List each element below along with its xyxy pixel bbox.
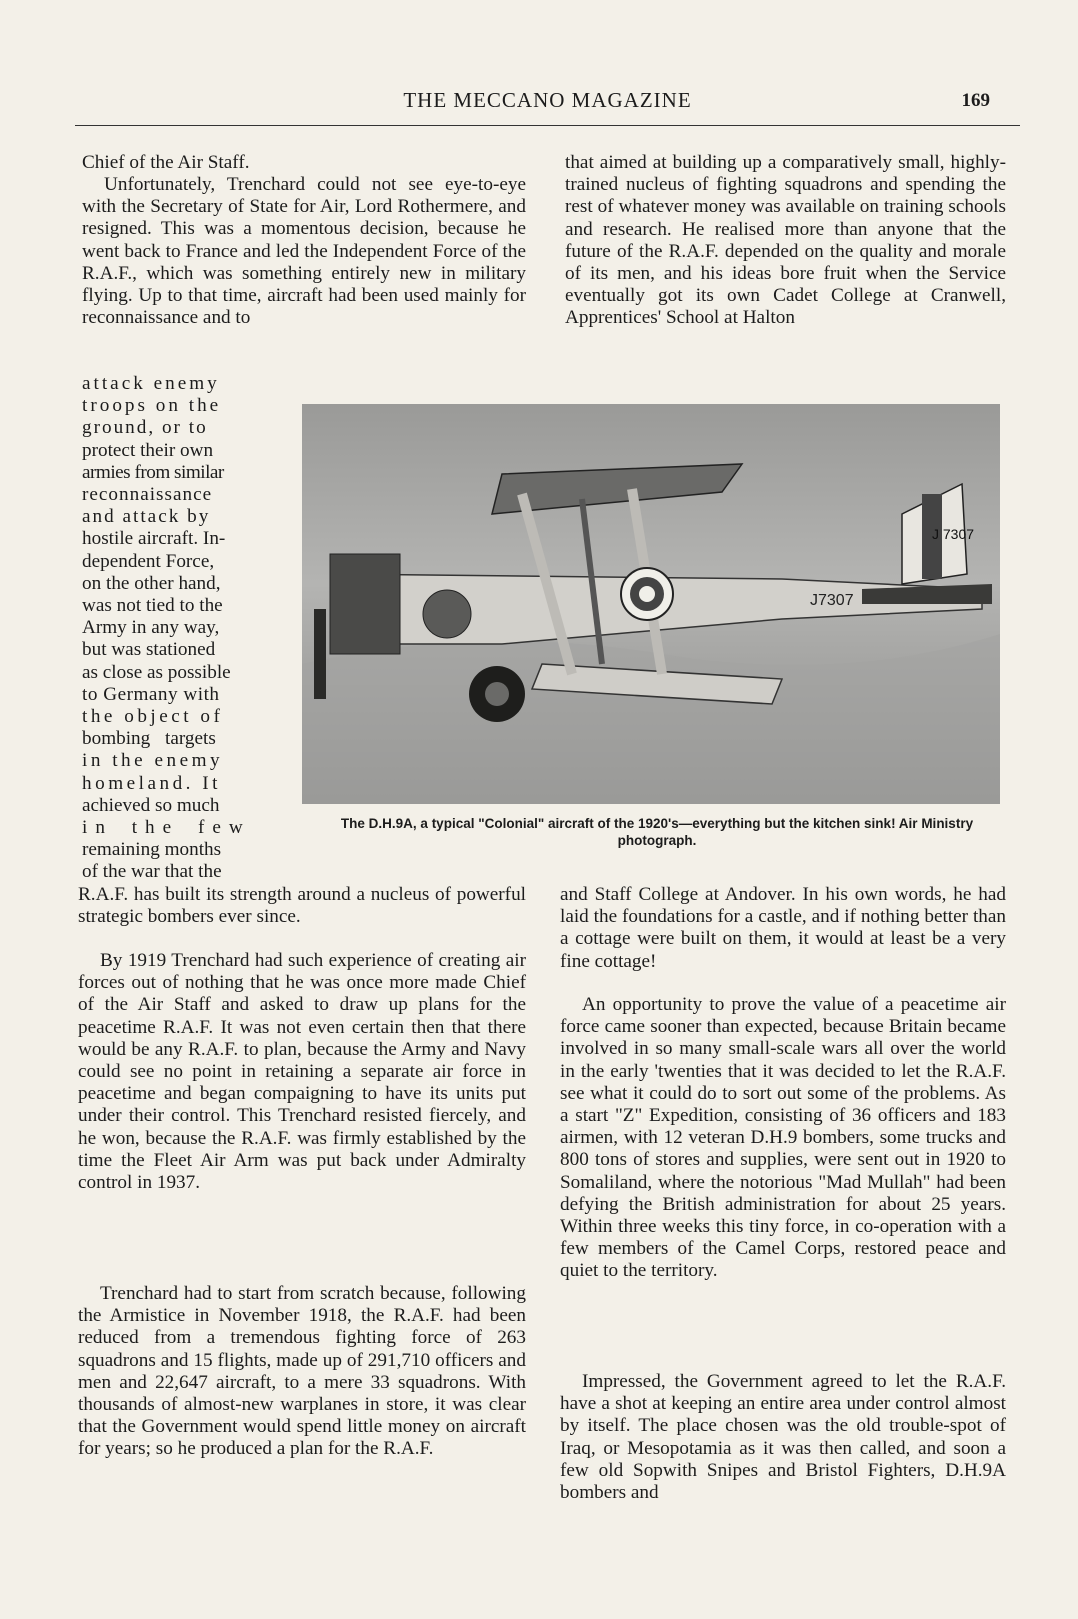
page-header — [75, 88, 1020, 118]
text-line: of the war that the — [82, 861, 222, 883]
text-line: attack enemy — [82, 373, 220, 394]
dh9a-biplane-illustration — [302, 404, 1000, 804]
text-line: bombing targets — [82, 728, 216, 750]
paragraph: Trenchard had to start from scratch because, following the Armistice in November 1918, the R.A.F. had been reduced from a tremendous fighting force of 263 squadrons and 15 flights, made up of 291,710 officers and men and 22,647 aircraft, to a mere 33 squadrons. With thousands of almost-new warplanes in store, it was clear that the Government would spend little money on aircraft for years; so he produced a plan for the R.A.F. — [78, 1283, 526, 1460]
paragraph: Impressed, the Government agreed to let the R.A.F. have a shot at keeping an entire area under control almost by itself. The place chosen was the old trouble-spot of Iraq, or Mesopotamia as it was then called, and soon a few old Sopwith Snipes and Bristol Fighters, D.H.9A bombers and — [560, 1371, 1006, 1504]
header-rule — [75, 125, 1020, 126]
tail-serial: J 7307 — [932, 526, 975, 542]
page-number: 169 — [961, 90, 990, 111]
text-line: in the few — [82, 817, 251, 838]
text-line: ground, or to — [82, 417, 208, 439]
text-line: Army in any way, — [82, 617, 220, 639]
text-line: reconnaissance — [82, 484, 213, 505]
aircraft-photograph — [302, 404, 1000, 804]
text-line: armies from similar — [82, 461, 224, 483]
text-line: remaining months — [82, 839, 222, 861]
paragraph: Unfortunately, Trenchard could not see eye-to-eye with the Secretary of State for Air, Lord Rothermere, and resigned. This was a momentous decision, because he went back to France and led the Independent Force of the R.A.F., which was something entirely new in military flying. Up to that time, aircraft had been used mainly for reconnaissance and to — [82, 174, 526, 329]
paragraph: By 1919 Trenchard had such experience of creating air forces out of nothing that he was once more made Chief of the Air Staff and asked to draw up plans for the peacetime R.A.F. It was not even certain then that there would be any R.A.F. to plan, because the Army and Navy could see no point in retaining a separate air force in peacetime and began compaigning to have its units put under their control. This Trenchard resisted fiercely, and he won, because the R.A.F. was firmly established by the time the Fleet Air Arm was put back under Admiralty control in 1937. — [78, 950, 526, 1194]
text-line: but was stationed — [82, 639, 216, 661]
paragraph: that aimed at building up a comparatively small, highly-trained nucleus of fighting squadrons and spending the rest of whatever money was available on training schools and research. He realised more than anyone that the future of the R.A.F. depended on the quality and morale of its men, and his ideas bore fruit when the Service eventually got its own Cadet College at Cranwell, Apprentices' School at Halton — [565, 152, 1006, 329]
text-line: achieved so much — [82, 794, 220, 816]
text-line: as close as possible — [82, 661, 231, 683]
paragraph: Chief of the Air Staff. — [82, 152, 250, 173]
text-line: was not tied to the — [82, 595, 223, 616]
text-line: and attack by — [82, 506, 211, 528]
wing-serial: J7307 — [810, 592, 854, 609]
text-line: the object of — [82, 706, 224, 727]
magazine-title: THE MECCANO MAGAZINE — [403, 88, 692, 112]
paragraph: R.A.F. has built its strength around a nucleus of powerful strategic bombers ever since. — [78, 884, 526, 928]
paragraph: An opportunity to prove the value of a peacetime air force came sooner than expected, because Britain became involved in so many small-scale wars all over the world in the early 'twenties that it was decided to let the R.A.F. see what it could do to sort out some of the problems. As a start "Z" Expedition, consisting of 36 officers and 183 airmen, with 12 veteran D.H.9 bombers, some trucks and 800 tons of stores and supplies, were sent out in 1920 to Somaliland, where the notorious "Mad Mullah" had been defying the British administration for about 25 years. Within three weeks this tiny force, in co-operation with a few members of the Camel Corps, restored peace and quiet to the territory. — [560, 994, 1006, 1282]
text-line: hostile aircraft. In- — [82, 528, 226, 550]
text-line: protect their own — [82, 439, 214, 461]
text-line: troops on the — [82, 395, 222, 417]
text-line: on the other hand, — [82, 572, 221, 594]
text-line: dependent Force, — [82, 550, 215, 572]
photo-caption: The D.H.9A, a typical "Colonial" aircraft of the 1920's—everything but the kitchen sink! Air Ministry photograph. — [340, 816, 974, 848]
paragraph: and Staff College at Andover. In his own words, he had laid the foundations for a castle, and if nothing better than a cottage were built on them, it would at least be a very fine cottage! — [560, 884, 1006, 972]
text-line: homeland. It — [82, 772, 221, 794]
text-line: in the enemy — [82, 750, 224, 772]
text-line: to Germany with — [82, 683, 220, 705]
